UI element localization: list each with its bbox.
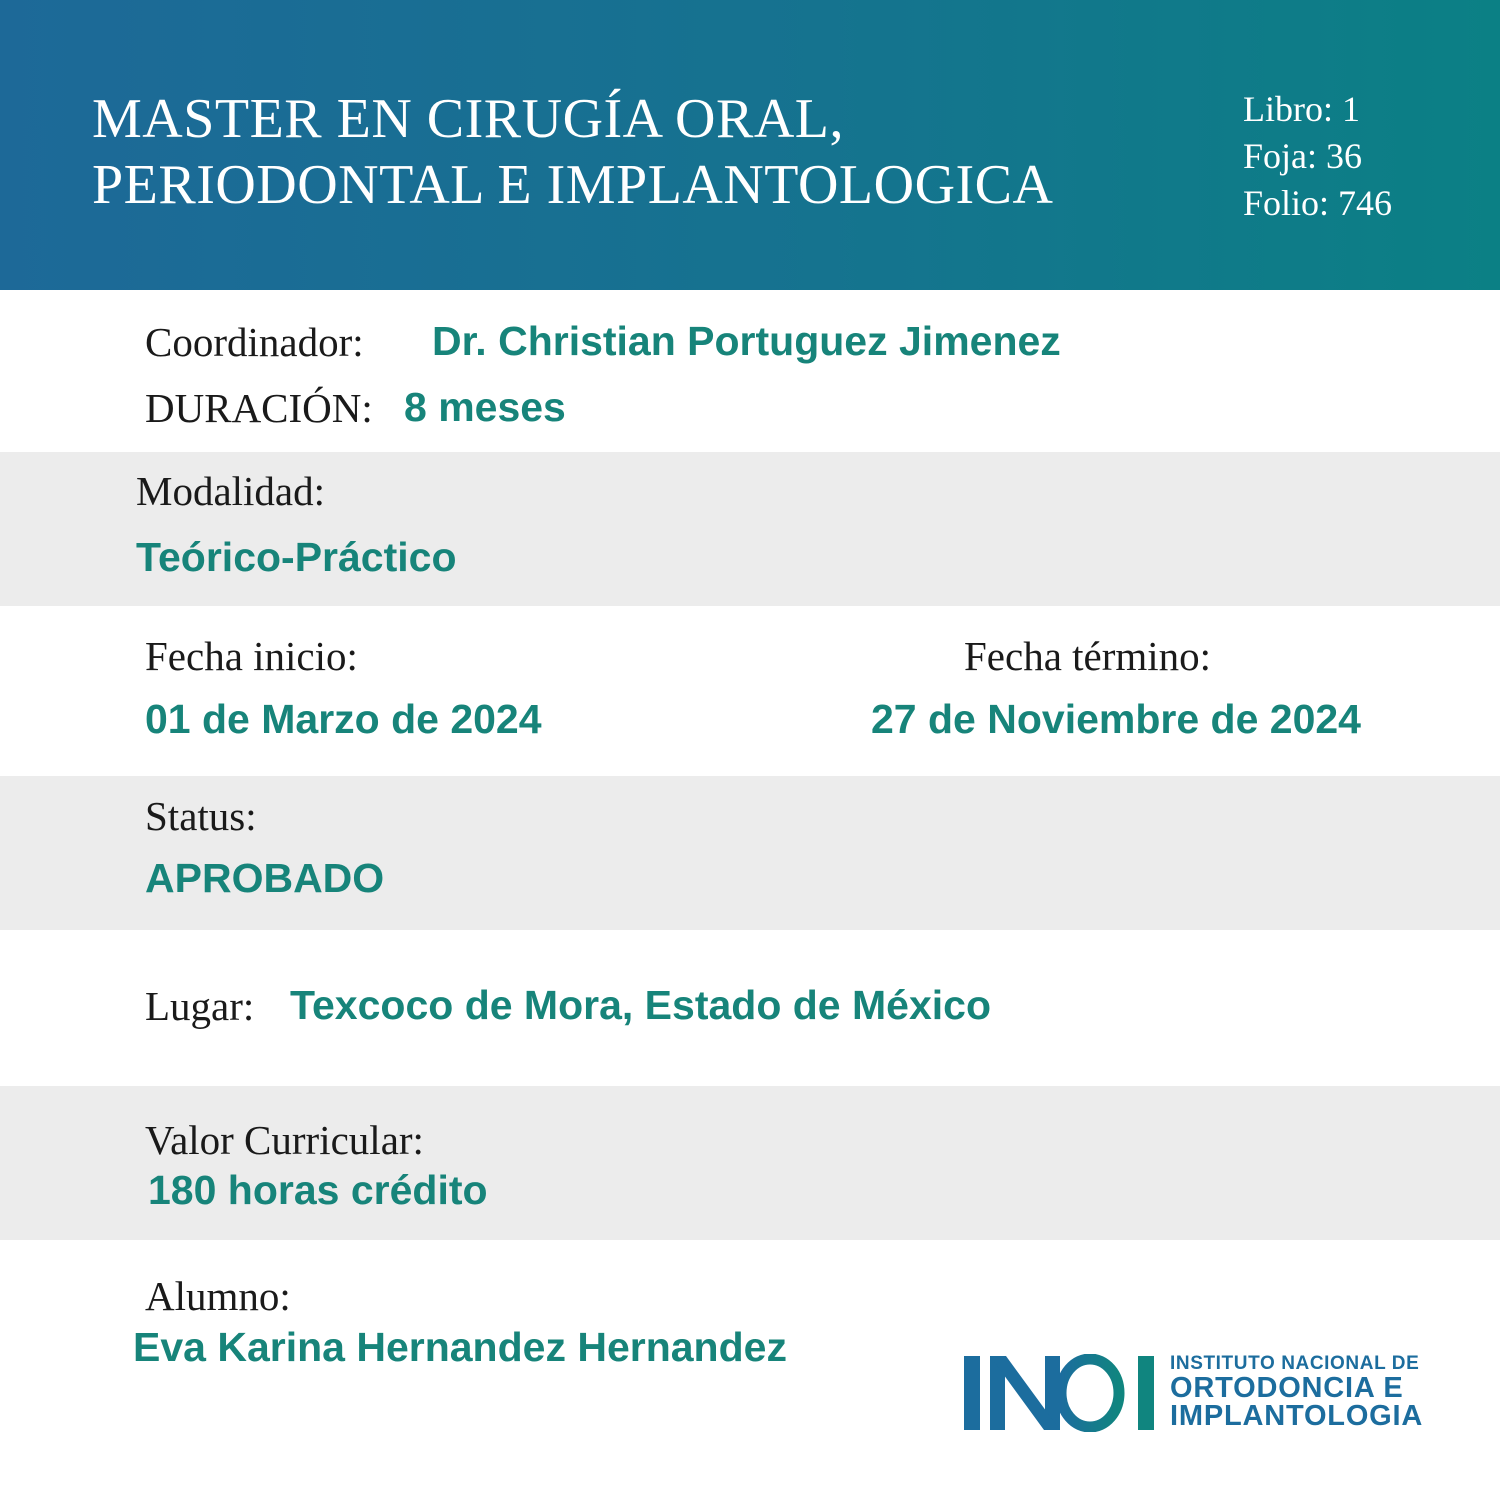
alumno-label: Alumno:	[145, 1273, 291, 1319]
foja-text: Foja: 36	[1243, 136, 1363, 176]
folio-text: Folio: 746	[1243, 183, 1393, 223]
modalidad-section	[0, 452, 1500, 606]
valor-curricular-label: Valor Curricular:	[145, 1117, 424, 1163]
inoi-logo	[962, 1354, 1442, 1432]
coordinador-label: Coordinador:	[145, 319, 364, 365]
duracion-value: 8 meses	[404, 384, 566, 430]
course-title-line2: PERIODONTAL E IMPLANTOLOGICA	[92, 154, 1054, 216]
course-title-line1: MASTER EN CIRUGÍA ORAL,	[92, 88, 844, 150]
lugar-label: Lugar:	[145, 983, 255, 1029]
fecha-termino-value: 27 de Noviembre de 2024	[871, 696, 1361, 742]
fecha-inicio-label: Fecha inicio:	[145, 633, 358, 679]
logo-line3: IMPLANTOLOGIA	[1170, 1400, 1424, 1432]
valor-curricular-value: 180 horas crédito	[148, 1167, 488, 1213]
status-label: Status:	[145, 793, 257, 839]
lugar-value: Texcoco de Mora, Estado de México	[290, 982, 991, 1028]
modalidad-label: Modalidad:	[136, 468, 326, 514]
lugar-section	[0, 930, 1500, 1086]
alumno-value: Eva Karina Hernandez Hernandez	[133, 1324, 787, 1370]
fechas-section	[0, 606, 1500, 776]
course-title	[92, 86, 1212, 218]
header-banner	[0, 0, 1500, 290]
valor-curricular-section	[0, 1086, 1500, 1240]
status-section	[0, 776, 1500, 930]
status-value: APROBADO	[145, 855, 385, 901]
coordinador-section	[0, 290, 1500, 452]
logo-line2: ORTODONCIA E	[1170, 1372, 1404, 1404]
registry-info	[1243, 86, 1392, 227]
duracion-label: DURACIÓN:	[145, 385, 373, 431]
fecha-termino-label: Fecha término:	[964, 633, 1212, 679]
logo-line1: INSTITUTO NACIONAL DE	[1170, 1353, 1420, 1374]
libro-text: Libro: 1	[1243, 89, 1360, 129]
modalidad-value: Teórico-Práctico	[136, 534, 457, 580]
inoi-logo-mark	[962, 1354, 1160, 1432]
inoi-logo-text	[1170, 1354, 1423, 1430]
fecha-inicio-value: 01 de Marzo de 2024	[145, 696, 542, 742]
coordinador-value: Dr. Christian Portuguez Jimenez	[432, 318, 1061, 364]
